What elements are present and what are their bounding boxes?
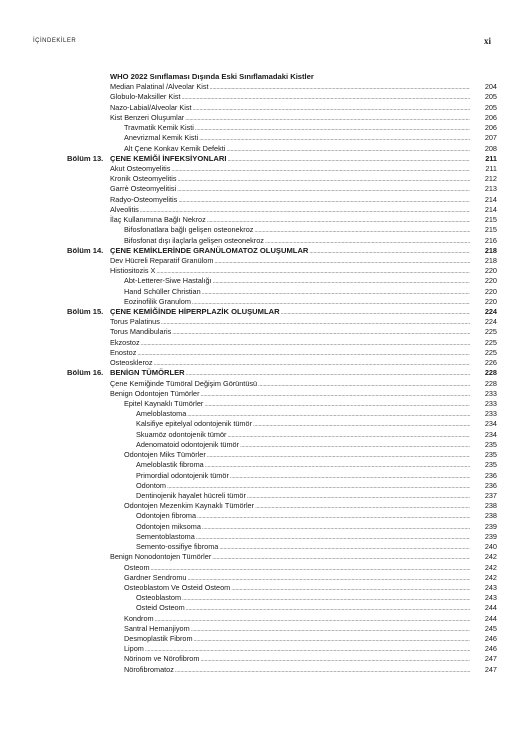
- toc-entry-title: Kronik Osteomyelitis: [110, 174, 177, 184]
- toc-page-number: 247: [484, 654, 497, 664]
- toc-page-number: 246: [484, 634, 497, 644]
- toc-entry-title: Osteom: [124, 562, 150, 572]
- toc-entry-title: Torus Mandibularis: [110, 327, 172, 337]
- toc-entry-row: [0, 82, 527, 92]
- toc-entry-row: [0, 317, 527, 327]
- toc-entry-title: Osteid Osteom: [136, 603, 185, 613]
- toc-page-number: 244: [484, 603, 497, 613]
- toc-section-heading-row: [0, 72, 527, 82]
- toc-entry-row: [0, 123, 527, 133]
- toc-entry-row: [0, 92, 527, 102]
- toc-entry-title: Radyo-Osteomyelitis: [110, 194, 178, 204]
- toc-entry-row: [0, 144, 527, 154]
- toc-entry-row: [0, 236, 527, 246]
- toc-page-number: 216: [484, 235, 497, 245]
- toc-entry-row: [0, 563, 527, 573]
- toc-chapter-label: Bölüm 16.: [67, 368, 104, 378]
- toc-entry-row: [0, 338, 527, 348]
- toc-entry-row: [0, 164, 527, 174]
- toc-entry-row: [0, 614, 527, 624]
- toc-entry-title: Kalsifiye epitelyal odontojenik tümör: [136, 419, 253, 429]
- toc-page-number: 233: [484, 399, 497, 408]
- toc-chapter-label: Bölüm 15.: [67, 307, 104, 317]
- toc-entry-row: [0, 409, 527, 419]
- toc-entry-title: ÇENE KEMİKLERİNDE GRANÜLOMATOZ OLUŞUMLAR: [110, 245, 309, 255]
- toc-page-number: 244: [484, 613, 497, 623]
- toc-entry-row: [0, 665, 527, 675]
- toc-entry-title: ÇENE KEMİĞİNDE HİPERPLAZİK OLUŞUMLAR: [110, 307, 280, 317]
- toc-page-number: 235: [484, 439, 497, 449]
- toc-entry-title: Alveolitis: [110, 204, 139, 214]
- toc-entry-row: [0, 460, 527, 470]
- toc-entry-row: [0, 573, 527, 583]
- toc-page-number: 242: [484, 572, 497, 582]
- toc-entry-title: Dentinojenik hayalet hücreli tümör: [136, 490, 246, 500]
- toc-page-number: 226: [484, 358, 497, 368]
- toc-entry-title: İlaç Kullanımına Bağlı Nekroz: [110, 215, 206, 225]
- toc-entry-row: [0, 297, 527, 307]
- toc-page-number: 213: [484, 184, 497, 194]
- toc-entry-row: [0, 440, 527, 450]
- toc-page-number: 225: [484, 327, 497, 337]
- toc-page-number: 220: [484, 296, 497, 306]
- toc-entry-title: Torus Palatinus: [110, 317, 160, 327]
- toc-entry-title: ÇENE KEMİĞİ İNFEKSİYONLARI: [110, 153, 227, 163]
- toc-page-number: 245: [484, 623, 497, 633]
- toc-entry-row: [0, 205, 527, 215]
- toc-entry-row: [0, 103, 527, 113]
- toc-entry-title: Odontojen fibroma: [136, 511, 197, 521]
- toc-entry-title: Benign Nonodontojen Tümörler: [110, 552, 212, 562]
- toc-entry-row: [0, 430, 527, 440]
- table-of-contents: [0, 72, 527, 675]
- toc-entry-title: Kist Benzeri Oluşumlar: [110, 112, 185, 122]
- toc-entry-row: [0, 195, 527, 205]
- toc-entry-row: [0, 215, 527, 225]
- toc-entry-row: [0, 603, 527, 613]
- toc-entry-row: [0, 532, 527, 542]
- toc-chapter-row: [0, 368, 527, 378]
- toc-entry-title: BENİGN TÜMÖRLER: [110, 368, 185, 378]
- toc-entry-title: Travmatik Kemik Kisti: [124, 123, 194, 133]
- toc-entry-row: [0, 583, 527, 593]
- toc-page-number: 212: [484, 174, 497, 184]
- toc-page-number: 215: [484, 215, 497, 225]
- toc-entry-row: [0, 225, 527, 235]
- toc-entry-row: [0, 542, 527, 552]
- toc-entry-row: [0, 276, 527, 286]
- toc-page-number: 236: [484, 480, 497, 490]
- toc-page-number: 237: [484, 490, 497, 500]
- toc-entry-row: [0, 348, 527, 358]
- toc-page-number: 206: [484, 112, 497, 122]
- toc-page-number: 235: [484, 450, 497, 460]
- toc-entry-row: [0, 450, 527, 460]
- toc-entry-title: Abt-Letterer-Siwe Hastalığı: [124, 276, 212, 286]
- toc-entry-row: [0, 256, 527, 266]
- toc-entry-title: Bifosfonatlara bağlı gelişen osteonekroz: [124, 225, 254, 235]
- toc-page-number: 205: [484, 92, 497, 102]
- toc-page-number: 220: [484, 276, 497, 286]
- toc-page-number: 236: [484, 470, 497, 480]
- toc-entry-row: [0, 481, 527, 491]
- toc-entry-title: Nazo-Labial/Alveolar Kist: [110, 102, 192, 112]
- toc-entry-row: [0, 491, 527, 501]
- toc-page-number: 228: [484, 378, 497, 388]
- toc-page-number: 204: [484, 82, 497, 92]
- toc-chapter-row: [0, 246, 527, 256]
- toc-entry-title: Kondrom: [124, 613, 154, 623]
- toc-entry-title: Santral Hemanjiyom: [124, 623, 190, 633]
- toc-page-number: 224: [484, 317, 497, 327]
- toc-entry-title: Sementoblastoma: [136, 531, 195, 541]
- toc-page-number: 238: [484, 501, 497, 511]
- toc-page-number: 205: [484, 102, 497, 112]
- toc-page-number: 228: [484, 368, 497, 378]
- toc-page-number: 233: [484, 388, 497, 398]
- toc-page-number: 242: [484, 552, 497, 562]
- toc-entry-row: [0, 552, 527, 562]
- toc-page-number: 211: [485, 153, 497, 163]
- toc-page-number: 239: [484, 521, 497, 531]
- toc-entry-title: Garrè Osteomyelitisi: [110, 184, 177, 194]
- toc-entry-row: [0, 113, 527, 123]
- toc-entry-title: Nörofibromatoz: [124, 664, 174, 674]
- toc-page-number: 214: [484, 204, 497, 214]
- toc-entry-title: Eozinofilik Granulom: [124, 296, 191, 306]
- toc-chapter-row: [0, 154, 527, 164]
- toc-entry-row: [0, 624, 527, 634]
- toc-page-number: 243: [484, 593, 497, 603]
- toc-entry-row: [0, 593, 527, 603]
- toc-entry-title: Ameloblastoma: [136, 409, 187, 419]
- toc-page-number: 211: [485, 163, 497, 173]
- toc-page-number: 235: [484, 460, 497, 470]
- toc-entry-title: Hand Schüller Christian: [124, 286, 201, 296]
- toc-page-number: 240: [484, 542, 497, 552]
- toc-entry-row: [0, 644, 527, 654]
- toc-page-number: 225: [484, 347, 497, 357]
- toc-entry-row: [0, 184, 527, 194]
- toc-page-number: 206: [484, 123, 497, 133]
- toc-page-number: 215: [484, 225, 497, 235]
- toc-entry-title: Bifosfonat dışı ilaçlarla gelişen osteonekroz: [124, 235, 264, 245]
- toc-entry-title: Epitel Kaynaklı Tümörler: [124, 399, 204, 408]
- toc-page-number: 218: [484, 245, 497, 255]
- toc-entry-row: [0, 419, 527, 429]
- toc-entry-title: Odontom: [136, 480, 167, 490]
- toc-section-heading: WHO 2022 Sınıflaması Dışında Eski Sınıflamadaki Kistler: [110, 72, 314, 81]
- toc-entry-title: Odontojen miksoma: [136, 521, 201, 531]
- toc-page-number: 207: [484, 133, 497, 143]
- toc-page-number: 243: [484, 582, 497, 592]
- toc-page-number: 225: [484, 337, 497, 347]
- toc-entry-row: [0, 266, 527, 276]
- toc-page-number: 224: [484, 307, 497, 317]
- toc-entry-row: [0, 174, 527, 184]
- toc-page-number: 234: [484, 419, 497, 429]
- toc-entry-row: [0, 287, 527, 297]
- toc-entry-title: Adenomatoid odontojenik tümör: [136, 439, 240, 449]
- toc-entry: [124, 664, 497, 676]
- toc-page-number: 233: [484, 409, 497, 419]
- toc-entry-title: Lipom: [124, 644, 144, 654]
- toc-page-number: 218: [484, 255, 497, 265]
- toc-entry-title: Desmoplastik Fibrom: [124, 634, 193, 644]
- toc-entry-title: Gardner Sendromu: [124, 572, 187, 582]
- toc-entry-title: Akut Osteomyelitis: [110, 163, 171, 173]
- toc-entry-row: [0, 471, 527, 481]
- toc-entry-title: Osteoblastom: [136, 593, 182, 603]
- toc-page-number: 239: [484, 531, 497, 541]
- toc-entry-title: Ekzostoz: [110, 337, 140, 347]
- toc-page-number: 220: [484, 266, 497, 276]
- toc-entry-row: [0, 654, 527, 664]
- toc-entry-title: Osteoskleroz: [110, 358, 153, 368]
- toc-entry-row: [0, 522, 527, 532]
- toc-entry-title: Alt Çene Konkav Kemik Defekti: [124, 143, 226, 153]
- toc-entry-title: Primordial odontojenik tümör: [136, 470, 229, 480]
- toc-entry-row: [0, 133, 527, 143]
- toc-entry-title: Benign Odontojen Tümörler: [110, 388, 200, 398]
- toc-page-number: 238: [484, 511, 497, 521]
- toc-entry-title: Çene Kemiğinde Tümöral Değişim Görüntüsü: [110, 378, 258, 388]
- toc-page-number: 242: [484, 562, 497, 572]
- toc-entry-title: Dev Hücreli Reparatif Granülom: [110, 255, 214, 265]
- toc-entry-title: Osteoblastom Ve Osteid Osteom: [124, 582, 231, 592]
- toc-entry-title: Anevrizmal Kemik Kisti: [124, 133, 199, 143]
- toc-entry-title: Odontojen Miks Tümörler: [124, 450, 206, 460]
- toc-entry-title: Ameloblastik fibroma: [136, 460, 204, 470]
- toc-page-number: 246: [484, 644, 497, 654]
- toc-entry-title: Globulo-Maksiller Kist: [110, 92, 181, 102]
- toc-entry-row: [0, 511, 527, 521]
- toc-page-number: 208: [484, 143, 497, 153]
- toc-page-number: 247: [484, 664, 497, 674]
- toc-entry-row: [0, 379, 527, 389]
- toc-dot-leader: [175, 666, 470, 676]
- toc-entry-row: [0, 501, 527, 511]
- toc-entry-row: [0, 399, 527, 409]
- toc-chapter-label: Bölüm 14.: [67, 245, 104, 255]
- toc-entry-title: Odontojen Mezenkim Kaynaklı Tümörler: [124, 501, 255, 511]
- toc-entry-title: Histiositozis X: [110, 266, 156, 276]
- toc-chapter-row: [0, 307, 527, 317]
- running-header-title: İÇİNDEKİLER: [33, 38, 77, 44]
- toc-entry-title: Skuamöz odontojenik tümör: [136, 429, 227, 439]
- toc-chapter-label: Bölüm 13.: [67, 153, 104, 163]
- toc-page-number: 220: [484, 286, 497, 296]
- toc-entry-row: [0, 358, 527, 368]
- toc-page-number: 214: [484, 194, 497, 204]
- toc-entry-row: [0, 389, 527, 399]
- toc-entry-title: Median Palatinal /Alveolar Kist: [110, 82, 209, 92]
- toc-entry-title: Enostoz: [110, 347, 137, 357]
- page-number-roman: xi: [483, 36, 491, 46]
- toc-page-number: 234: [484, 429, 497, 439]
- toc-entry-title: Nörinom ve Nörofibrom: [124, 654, 200, 664]
- toc-entry-row: [0, 634, 527, 644]
- toc-entry-row: [0, 327, 527, 337]
- toc-entry-title: Semento-ossifiye fibroma: [136, 542, 219, 552]
